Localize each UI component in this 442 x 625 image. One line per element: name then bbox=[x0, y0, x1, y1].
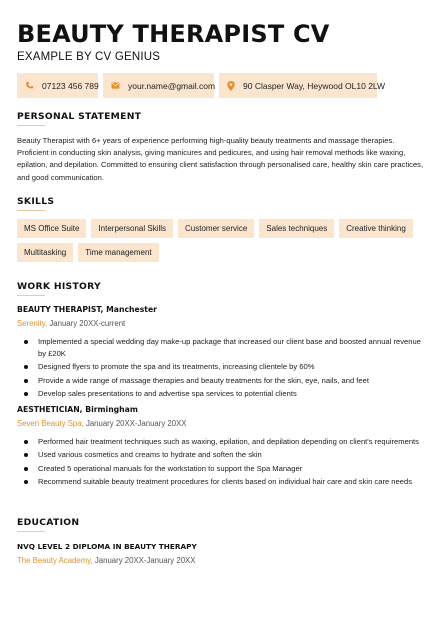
education-title: NVQ LEVEL 2 DIPLOMA IN BEAUTY THERAPY bbox=[17, 542, 197, 551]
contact-bar bbox=[17, 73, 386, 98]
job-bullets bbox=[17, 436, 427, 490]
phone-icon bbox=[25, 80, 34, 92]
bullet-item: Used various cosmetics and creams to hydrate and soften the skin bbox=[17, 449, 427, 461]
contact-phone[interactable] bbox=[17, 73, 98, 98]
skill-tag: Time management bbox=[78, 243, 158, 262]
skill-tag: Sales techniques bbox=[259, 219, 334, 238]
education-dates: January 20XX-January 20XX bbox=[94, 556, 196, 565]
job-location: Birmingham bbox=[85, 405, 138, 414]
job-dates: January 20XX-current bbox=[49, 319, 126, 328]
skill-tag: Creative thinking bbox=[339, 219, 413, 238]
job-meta bbox=[17, 319, 125, 328]
job-title bbox=[17, 305, 157, 314]
personal-statement-heading: PERSONAL STATEMENT bbox=[17, 111, 142, 122]
bullet-item: Recommend suitable beauty treatment procedures for clients based on individual hair care and skin care needs bbox=[17, 476, 427, 488]
section-divider bbox=[17, 125, 45, 126]
skill-tag: MS Office Suite bbox=[17, 219, 86, 238]
job-title-text: AESTHETICIAN, bbox=[17, 405, 83, 414]
company-name: Serenity, bbox=[17, 319, 48, 328]
address-text: 90 Clasper Way, Heywood OL10 2LW bbox=[243, 80, 386, 91]
education-meta bbox=[17, 556, 195, 565]
job-bullets bbox=[17, 336, 427, 401]
email-icon bbox=[111, 80, 120, 92]
section-divider bbox=[17, 295, 45, 296]
bullet-item: Created 5 operational manuals for the workstation to support the Spa Manager bbox=[17, 463, 427, 475]
skill-tag: Multitasking bbox=[17, 243, 73, 262]
contact-email[interactable] bbox=[103, 73, 214, 98]
job-meta bbox=[17, 419, 187, 428]
cv-title: BEAUTY THERAPIST CV bbox=[17, 20, 330, 48]
bullet-item: Develop sales presentations to and advertise spa services to potential clients bbox=[17, 388, 427, 400]
section-divider bbox=[17, 210, 45, 211]
bullet-item: Provide a wide range of massage therapies and beauty treatments for the skin, eye, nails, and feet bbox=[17, 375, 427, 387]
cv-subtitle: EXAMPLE BY CV GENIUS bbox=[17, 51, 161, 63]
job-title bbox=[17, 405, 138, 414]
phone-text: 07123 456 789 bbox=[42, 80, 99, 91]
skills-list bbox=[17, 219, 427, 262]
job-dates: January 20XX-January 20XX bbox=[85, 419, 187, 428]
section-divider bbox=[17, 531, 45, 532]
personal-statement-text: Beauty Therapist with 6+ years of experience performing high-quality beauty treatments and massage therapies. Proficient in conducting skin analysis, giving manicures and pedicures, and using hair removal methods like waxing, epilation, and depilation. Committed to ensuring client satisfaction through personalised care, healthy skin care practices, and good communication. bbox=[17, 136, 424, 182]
bullet-item: Performed hair treatment techniques such as waxing, epilation, and depilation depending on client's requirements bbox=[17, 436, 427, 448]
email-text: your.name@gmail.com bbox=[128, 80, 216, 91]
bullet-item: Implemented a special wedding day make-up package that increased our client base and boosted annual revenue by £20K bbox=[17, 336, 427, 360]
work-history-heading: WORK HISTORY bbox=[17, 281, 101, 292]
location-pin-icon bbox=[227, 80, 235, 92]
skill-tag: Interpersonal Skills bbox=[91, 219, 173, 238]
school-name: The Beauty Academy, bbox=[17, 556, 93, 565]
job-location: Manchester bbox=[106, 305, 157, 314]
skill-tag: Customer service bbox=[178, 219, 254, 238]
bullet-item: Designed flyers to promote the spa and its treatments, increasing clientele by 60% bbox=[17, 361, 427, 373]
skills-heading: SKILLS bbox=[17, 196, 55, 207]
company-name: Seven Beauty Spa, bbox=[17, 419, 84, 428]
job-title-text: BEAUTY THERAPIST, bbox=[17, 305, 104, 314]
contact-address[interactable] bbox=[219, 73, 386, 98]
education-heading: EDUCATION bbox=[17, 517, 80, 528]
